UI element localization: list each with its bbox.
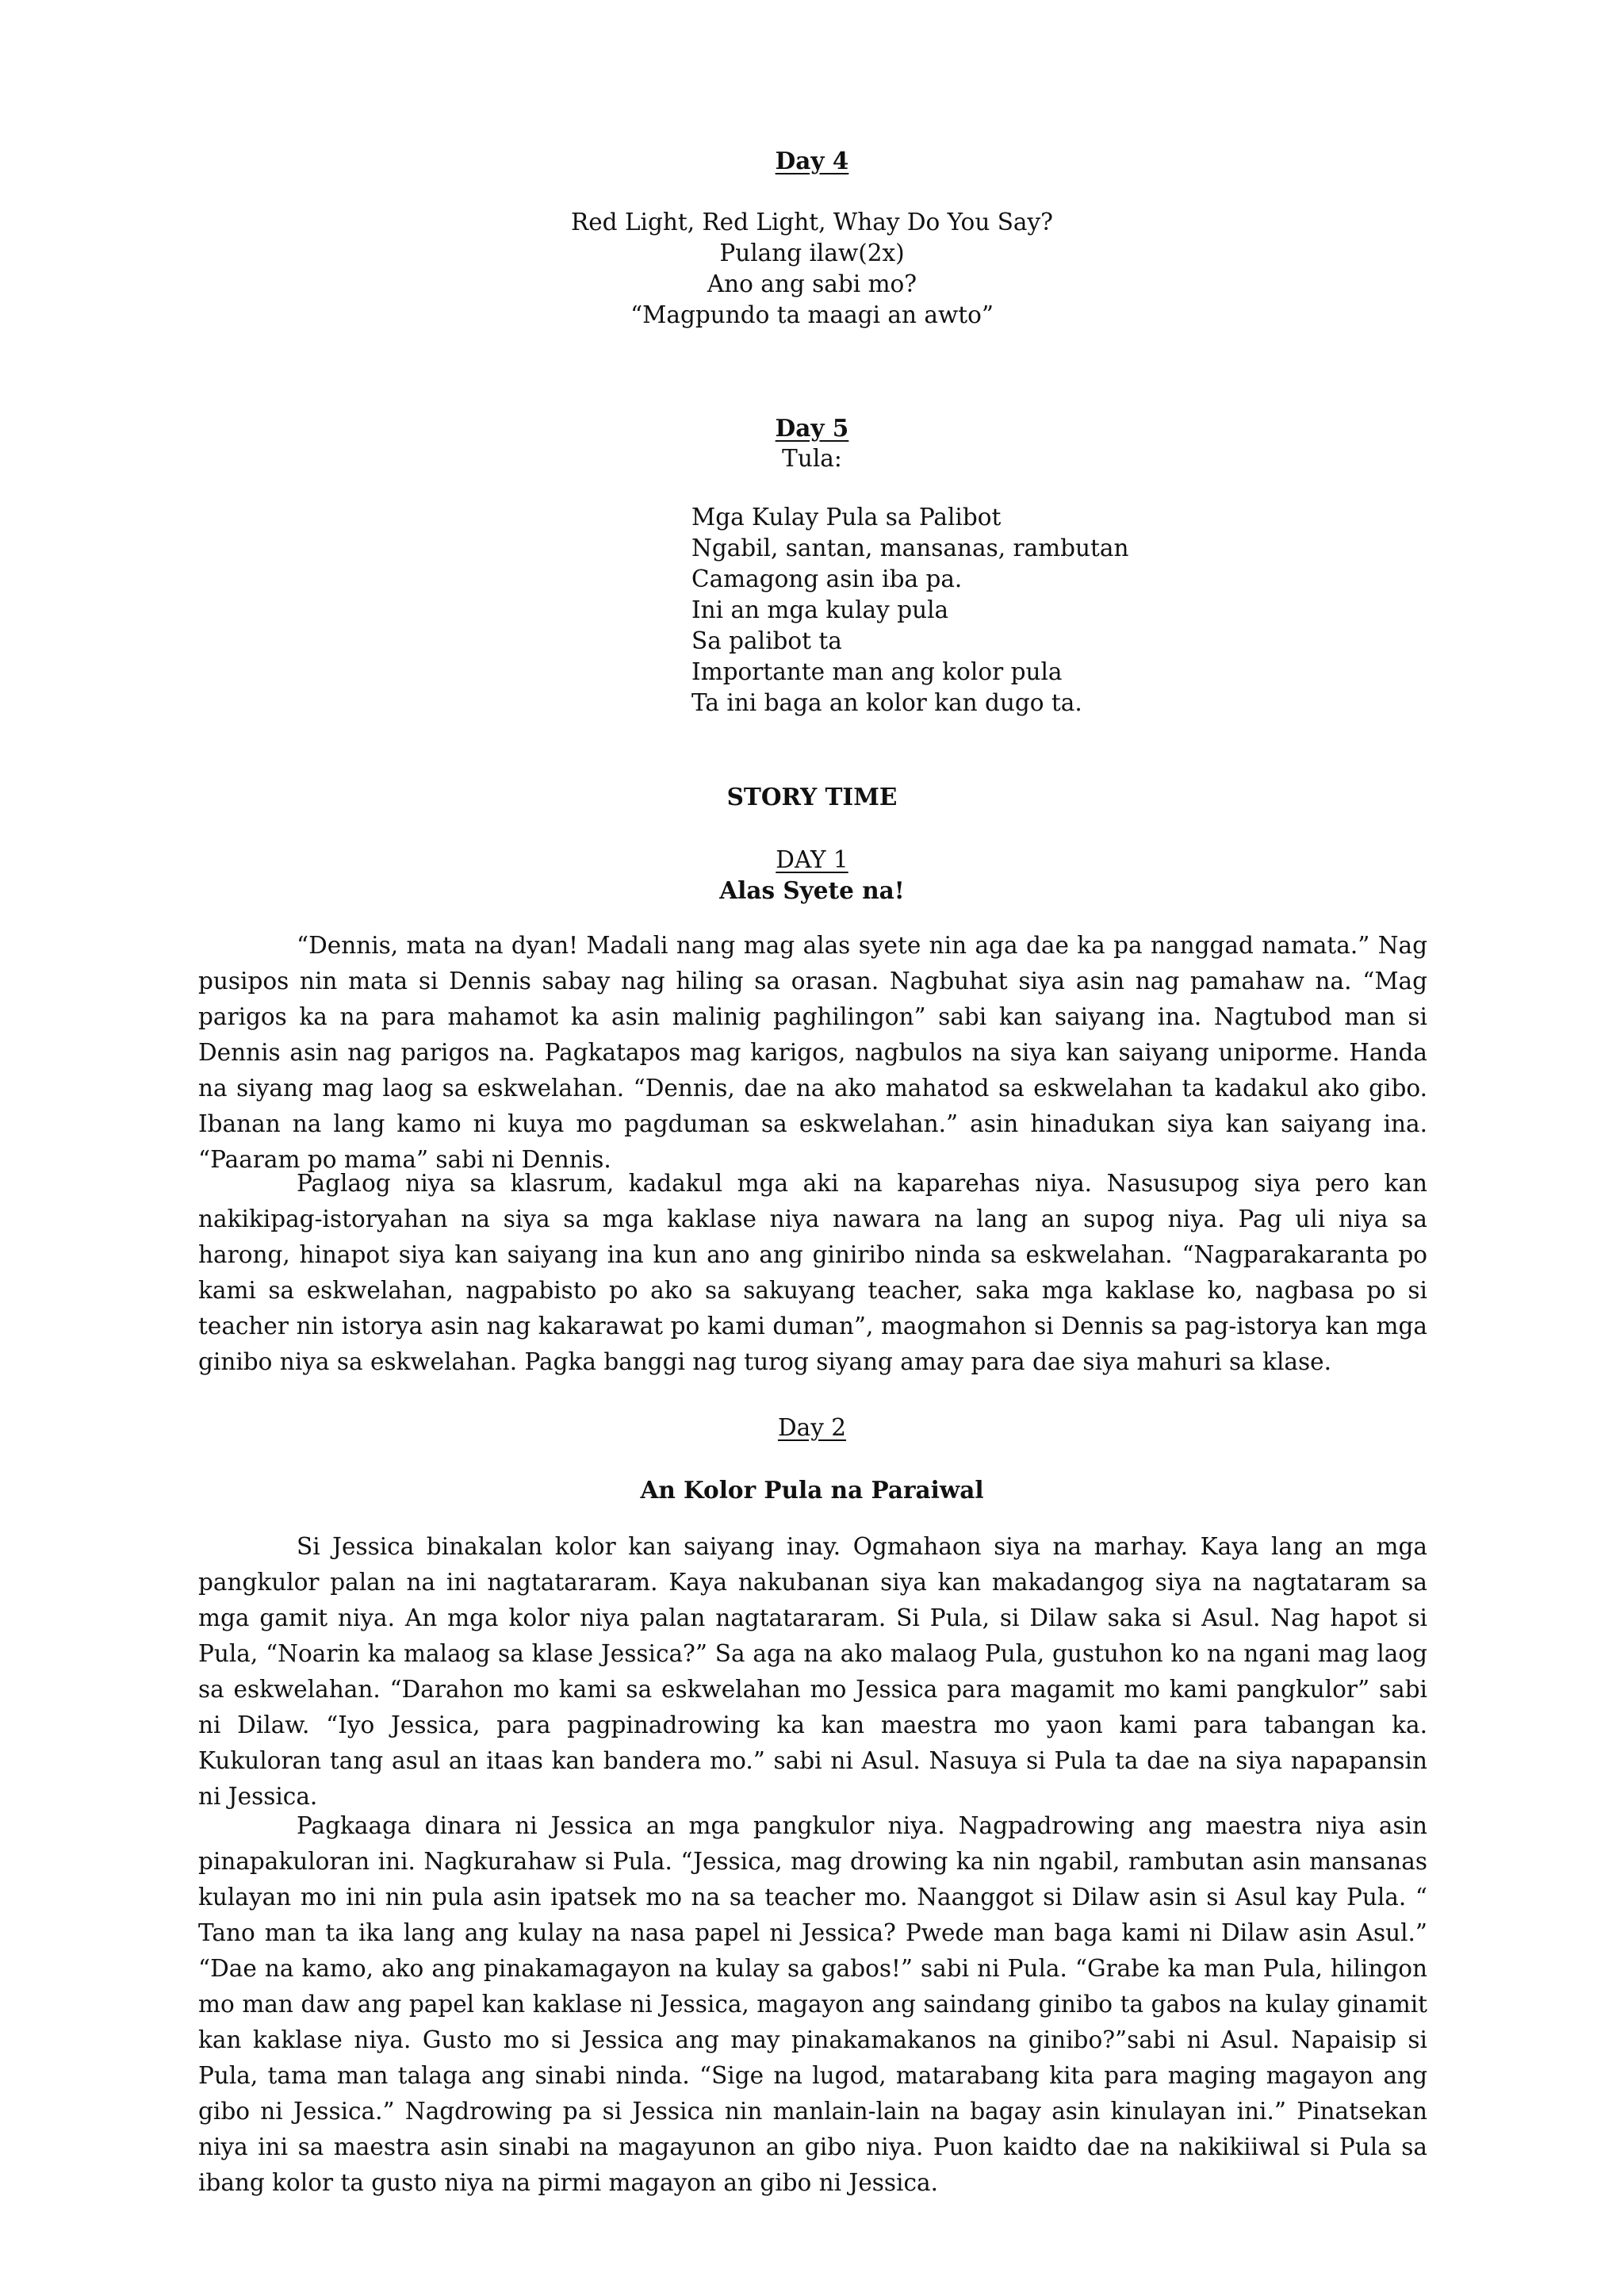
- poem-line: Mga Kulay Pula sa Palibot: [691, 504, 1002, 531]
- day1-label: DAY 1: [776, 846, 848, 873]
- song-line: Red Light, Red Light, Whay Do You Say?: [571, 209, 1053, 236]
- song-line: “Magpundo ta maagi an awto”: [630, 301, 994, 328]
- story-paragraph: Pagkaaga dinara ni Jessica an mga pangkulor niya. Nagpadrowing ang maestra niya asin pinapakuloran ini. Nagkurahaw si Pula. “Jessica, mag drowing ka nin ngabil, rambutan asin mansanas kulayan mo ini nin pula asin ipatsek mo na sa teacher mo. Naanggot si Dilaw asin si Asul kay Pula. “ Tano man ta ika lang ang kulay na nasa papel ni Jessica? Pwede man baga kami ni Dilaw asin Asul.” “Dae na kamo, ako ang pinakamagayon na kulay sa gabos!” sabi ni Pula. “Grabe ka man Pula, hilingon mo man daw ang papel kan kaklase ni Jessica, magayon ang saindang ginibo ta gabos na kulay ginamit kan kaklase niya. Gusto mo si Jessica ang may pinakamakanos na ginibo?”sabi ni Asul. Napaisip si Pula, tama man talaga ang sinabi ninda. “Sige na lugod, matarabang kita para maging magayon ang gibo ni Jessica.” Nagdrowing pa si Jessica nin manlain-lain na bagay asin kinulayan ini.” Pinatsekan niya ini sa maestra asin sinabi na magayunon an gibo niya. Puon kaidto dae na nakikiiwal si Pula sa ibang kolor ta gusto niya na pirmi magayon an gibo ni Jessica.: [198, 1812, 1427, 2196]
- day2-label: Day 2: [777, 1414, 847, 1441]
- poem-line: Sa palibot ta: [691, 627, 842, 654]
- story-paragraph: “Dennis, mata na dyan! Madali nang mag alas syete nin aga dae ka pa nanggad namata.” Nag pusipos nin mata si Dennis sabay nag hiling sa orasan. Nagbuhat siya asin nag pamahaw na. “Mag parigos ka na para mahamot ka asin malinig paghilingon” sabi kan saiyang ina. Nagtubod man si Dennis asin nag parigos na. Pagkatapos mag karigos, nagbulos na siya kan saiyang uniporme. Handa na siyang mag laog sa eskwelahan. “Dennis, dae na ako mahatod sa eskwelahan ta kadakul ako gibo. Ibanan na lang kamo ni kuya mo pagduman sa eskwelahan.” asin hinadukan siya kan saiyang ina. “Paaram po mama” sabi ni Dennis.: [198, 932, 1427, 1173]
- poem-label: Tula:: [782, 445, 842, 472]
- story-time-heading: STORY TIME: [726, 783, 898, 811]
- poem-line: Ngabil, santan, mansanas, rambutan: [691, 535, 1129, 562]
- story-paragraph: Paglaog niya sa klasrum, kadakul mga aki na kaparehas niya. Nasusupog siya pero kan nakikipag-istoryahan na siya sa mga kaklase niya nawara na lang an supog niya. Pag uli niya sa harong, hinapot siya kan saiyang ina kun ano ang giniribo ninda sa eskwelahan. “Nagparakaranta po kami sa eskwelahan, nagpabisto po ako sa sakuyang teacher, saka mga kaklase ko, nagbasa po si teacher nin istorya asin nag kakarawat po kami duman”, maogmahon si Dennis sa pag-istorya kan mga ginibo niya sa eskwelahan. Pagka banggi nag turog siyang amay para dae siya mahuri sa klase.: [198, 1170, 1427, 1375]
- poem-line: Ta ini baga an kolor kan dugo ta.: [691, 689, 1082, 716]
- poem: [691, 500, 1128, 716]
- day1-title: Alas Syete na!: [719, 876, 905, 904]
- poem-line: Importante man ang kolor pula: [691, 658, 1063, 685]
- song-line: Ano ang sabi mo?: [707, 270, 917, 297]
- story-paragraph: Si Jessica binakalan kolor kan saiyang inay. Ogmahaon siya na marhay. Kaya lang an mga pangkulor palan na ini nagtatararam. Kaya nakubanan siya kan makadangog siya na nagtataram sa mga gamit niya. An mga kolor niya palan nagtatararam. Si Pula, si Dilaw saka si Asul. Nag hapot si Pula, “Noarin ka malaog sa klase Jessica?” Sa aga na ako malaog Pula, gustuhon ko na ngani mag laog sa eskwelahan. “Darahon mo kami sa eskwelahan mo Jessica para magamit mo kami pangkulor” sabi ni Dilaw. “Iyo Jessica, para pagpinadrowing ka kan maestra mo yaon kami para tabangan ka. Kukuloran tang asul an itaas kan bandera mo.” sabi ni Asul. Nasuya si Pula ta dae na siya napapansin ni Jessica.: [198, 1533, 1427, 1810]
- poem-line: Camagong asin iba pa.: [691, 565, 963, 592]
- poem-line: Ini an mga kulay pula: [691, 596, 949, 623]
- day2-title: An Kolor Pula na Paraiwal: [640, 1476, 984, 1504]
- song-line: Pulang ilaw(2x): [719, 240, 905, 266]
- day4-heading: Day 4: [775, 147, 849, 174]
- day5-heading: Day 5: [775, 414, 849, 442]
